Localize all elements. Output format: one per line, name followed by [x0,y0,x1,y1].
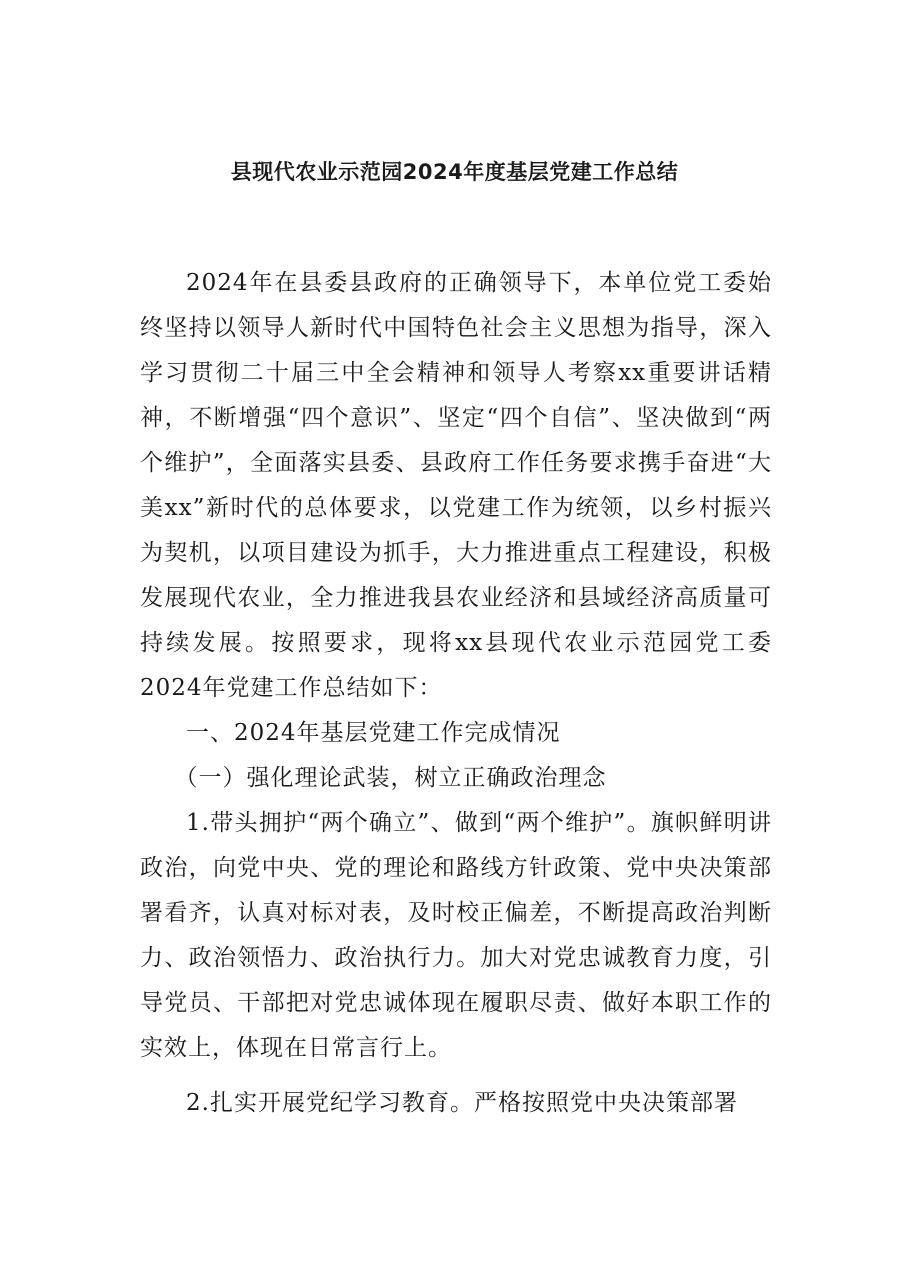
intro-paragraph: 2024年在县委县政府的正确领导下，本单位党工委始终坚持以领导人新时代中国特色社会主义思想为指导，深入学习贯彻二十届三中全会精神和领导人考察xx重要讲话精神，不断增强“四个意识”、坚定“四个自信”、坚决做到“两个维护”，全面落实县委、县政府工作任务要求携手奋进“大美xx”新时代的总体要求，以党建工作为统领，以乡村振兴为契机，以项目建设为抓手，大力推进重点工程建设，积极发展现代农业，全力推进我县农业经济和县域经济高质量可持续发展。按照要求，现将xx县现代农业示范园党工委2024年党建工作总结如下： [140,270,772,701]
section-heading: 一、2024年基层党建工作完成情况 [186,720,561,746]
document-title: 县现代农业示范园2024年度基层党建工作总结 [230,160,679,184]
document-body [140,261,772,1126]
item-paragraph-2: 2.扎实开展党纪学习教育。严格按照党中央决策部署 [186,1090,738,1116]
item-paragraph-1: 1.带头拥护“两个确立”、做到“两个维护”。旗帜鲜明讲政治，向党中央、党的理论和路线方针政策、党中央决策部署看齐，认真对标对表，及时校正偏差，不断提高政治判断力、政治领悟力、政治执行力。加大对党忠诚教育力度，引导党员、干部把对党忠诚体现在履职尽责、做好本职工作的实效上，体现在日常言行上。 [140,810,772,1061]
subsection-heading: （一）强化理论武装，树立正确政治理念 [174,765,607,791]
